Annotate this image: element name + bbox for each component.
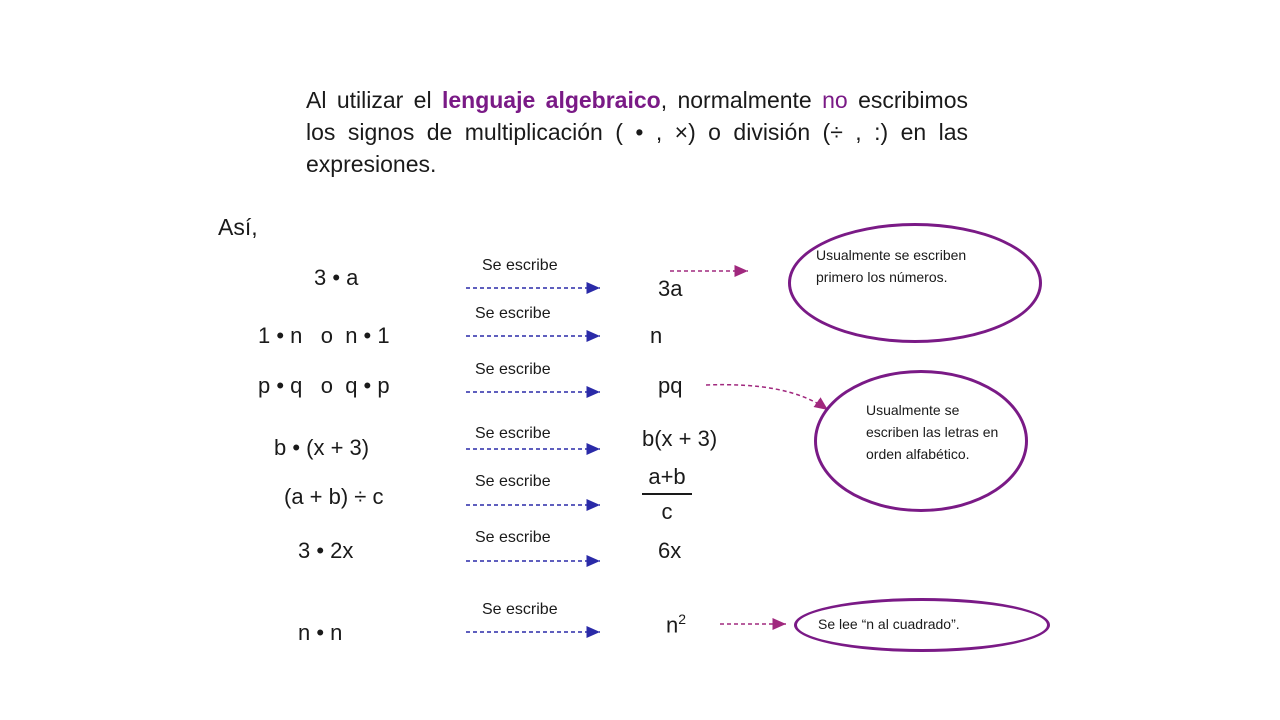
expr-row-1: 3 • a [314, 265, 359, 290]
expr-row-5: (a + b) ÷ c [284, 484, 384, 509]
intro-term-lenguaje-algebraico: lenguaje algebraico [441, 87, 661, 113]
se-escribe-row-7: Se escribe [482, 601, 558, 618]
intro-no: no [822, 87, 848, 113]
se-escribe-row-1: Se escribe [482, 257, 558, 274]
note-alphabetical: Usualmente se escriben las letras en orden alfabético. [866, 402, 999, 462]
expr-row-4: b • (x + 3) [274, 435, 370, 460]
result-row-4: b(x + 3) [642, 426, 718, 451]
note-squared: Se lee “n al cuadrado”. [818, 616, 960, 632]
result-row-7-base: n [666, 612, 679, 638]
se-escribe-row-3: Se escribe [475, 361, 551, 378]
result-row-7-exponent: 2 [678, 611, 687, 627]
note-numbers-first: Usualmente se escriben primero los números. [816, 247, 967, 285]
result-row-1: 3a [658, 276, 683, 301]
se-escribe-row-6: Se escribe [475, 529, 551, 546]
intro-text-1: Al utilizar el [306, 87, 442, 113]
se-escribe-row-4: Se escribe [475, 425, 551, 442]
intro-text-3: escribimos los signos de multiplicación ( • , ×) o división (÷ , :) en las expresiones. [306, 87, 968, 177]
intro-text-2: , normalmente [660, 87, 823, 113]
result-row-2: n [650, 323, 663, 348]
expr-row-6: 3 • 2x [298, 538, 354, 563]
result-row-3: pq [658, 373, 683, 398]
asi-label: Así, [218, 214, 258, 240]
result-row-5-fraction [642, 464, 692, 525]
expr-row-2: 1 • n o n • 1 [258, 323, 390, 348]
result-row-6: 6x [658, 538, 682, 563]
fraction-numerator: a+b [648, 464, 686, 489]
expr-row-3: p • q o q • p [258, 373, 390, 398]
se-escribe-row-5: Se escribe [475, 473, 551, 490]
se-escribe-row-2: Se escribe [475, 305, 551, 322]
fraction-denominator: c [661, 499, 673, 524]
expr-row-7: n • n [298, 620, 343, 645]
arrow-note-alphabetical [706, 385, 828, 410]
result-row-7 [666, 611, 686, 638]
